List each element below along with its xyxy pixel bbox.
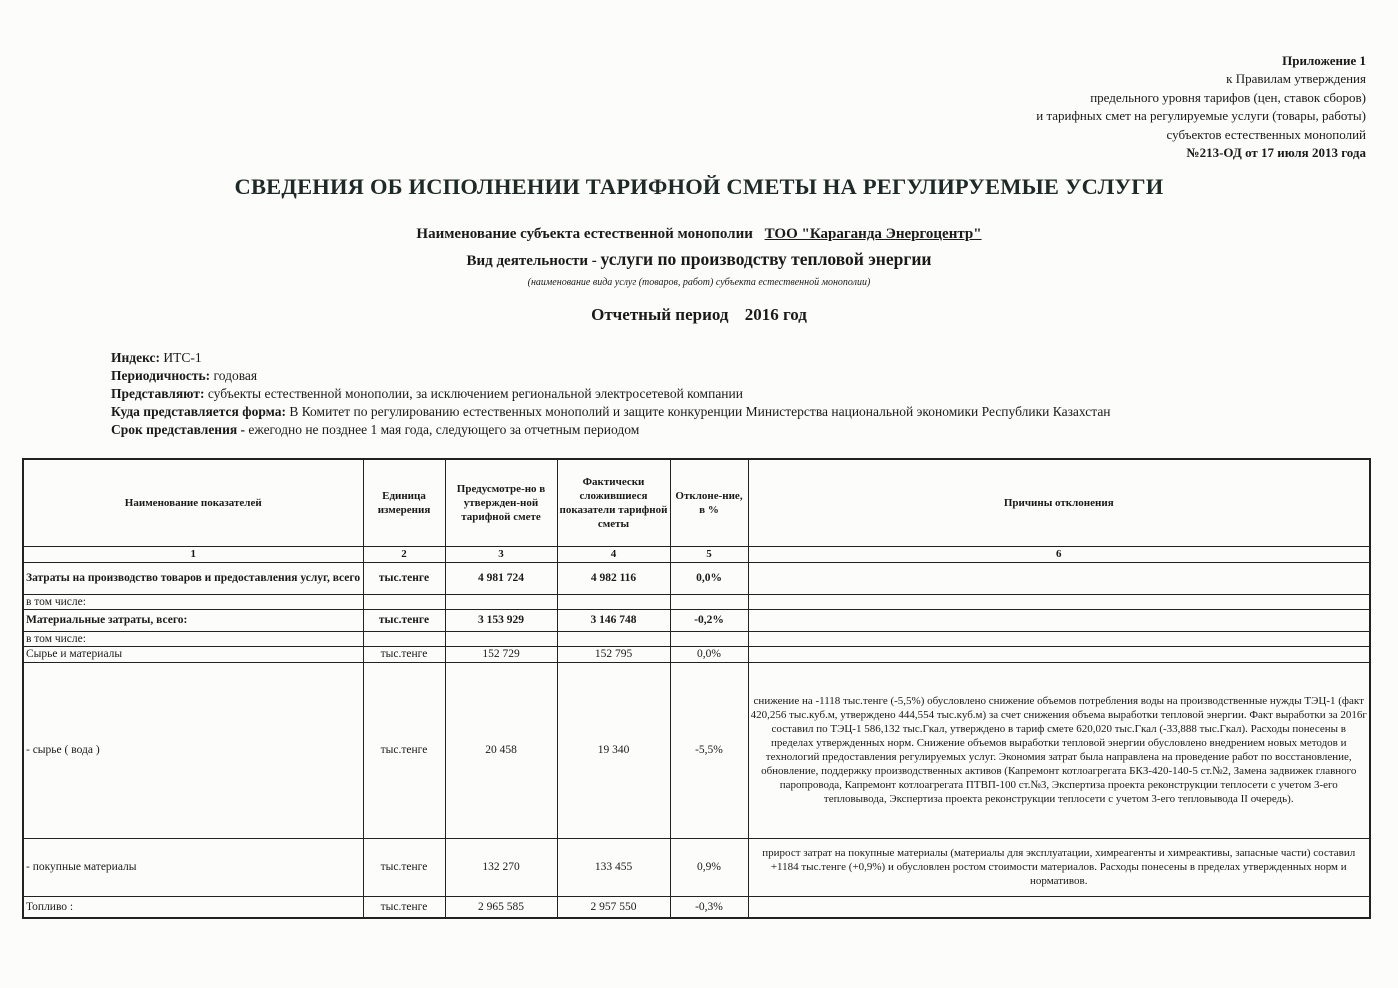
meta-key: Индекс: <box>111 350 161 365</box>
activity-value: услуги по производству тепловой энергии <box>600 249 932 269</box>
header-cell: Наименование показателей <box>23 459 363 546</box>
appendix-block <box>1036 52 1366 162</box>
row-reason: прирост затрат на покупные материалы (материалы для эксплуатации, химреагенты и химреактивы, запасные части) составил +1184 тыс.тенге (+0,9%) и обусловлен ростом стоимости материалов. Расходы понесены в пределах утвержденных норм и нормативов. <box>748 838 1370 896</box>
row-reason <box>748 646 1370 662</box>
row-deviation: -0,2% <box>670 609 748 631</box>
meta-key: Представляют: <box>111 386 205 401</box>
row-name: - сырье ( вода ) <box>23 662 363 838</box>
row-deviation: -0,3% <box>670 896 748 918</box>
row-fact <box>557 631 670 646</box>
subject-line <box>0 226 1398 243</box>
column-number: 3 <box>445 546 557 562</box>
meta-index <box>111 349 1111 367</box>
column-number-row <box>23 546 1370 562</box>
column-number: 1 <box>23 546 363 562</box>
column-number: 5 <box>670 546 748 562</box>
row-fact: 152 795 <box>557 646 670 662</box>
table-row <box>23 646 1370 662</box>
row-unit: тыс.тенге <box>363 646 445 662</box>
row-fact: 19 340 <box>557 662 670 838</box>
appendix-line: и тарифных смет на регулируемые услуги (товары, работы) <box>1036 108 1366 124</box>
appendix-line: субъектов естественных монополий <box>1166 126 1366 142</box>
meta-periodicity <box>111 367 1111 385</box>
row-unit <box>363 594 445 609</box>
period-line <box>0 305 1398 325</box>
row-plan <box>445 594 557 609</box>
meta-submitters <box>111 385 1111 403</box>
header-cell: Фактически сложившиеся показатели тарифной сметы <box>557 459 670 546</box>
header-cell: Причины отклонения <box>748 459 1370 546</box>
activity-line <box>0 249 1398 270</box>
period-value: 2016 год <box>744 305 807 324</box>
row-name: в том числе: <box>23 631 363 646</box>
meta-value: В Комитет по регулированию естественных монополий и защите конкуренции Министерства национальной экономики Республики Казахстан <box>285 404 1111 419</box>
form-meta <box>111 349 1111 439</box>
meta-value: ежегодно не позднее 1 мая года, следующего за отчетным периодом <box>245 422 640 437</box>
row-unit: тыс.тенге <box>363 562 445 594</box>
activity-note: (наименование вида услуг (товаров, работ) субъекта естественной монополии) <box>527 277 871 288</box>
table-row <box>23 631 1370 646</box>
row-unit: тыс.тенге <box>363 662 445 838</box>
document-title: СВЕДЕНИЯ ОБ ИСПОЛНЕНИИ ТАРИФНОЙ СМЕТЫ НА РЕГУЛИРУЕМЫЕ УСЛУГИ <box>234 174 1164 199</box>
table-row <box>23 594 1370 609</box>
row-reason <box>748 594 1370 609</box>
row-reason <box>748 631 1370 646</box>
row-name: Сырье и материалы <box>23 646 363 662</box>
row-deviation: -5,5% <box>670 662 748 838</box>
meta-key: Срок представления - <box>111 422 246 437</box>
tariff-table <box>22 458 1371 919</box>
header-cell: Отклоне-ние, в % <box>670 459 748 546</box>
header-cell: Единица измерения <box>363 459 445 546</box>
table-row <box>23 609 1370 631</box>
row-reason <box>748 896 1370 918</box>
row-reason <box>748 562 1370 594</box>
meta-value: ИТС-1 <box>160 350 202 365</box>
row-unit: тыс.тенге <box>363 609 445 631</box>
column-number: 2 <box>363 546 445 562</box>
table-row <box>23 562 1370 594</box>
column-number: 4 <box>557 546 670 562</box>
subject-label: Наименование субъекта естественной монополии <box>416 226 753 242</box>
row-fact: 133 455 <box>557 838 670 896</box>
row-plan: 152 729 <box>445 646 557 662</box>
row-unit <box>363 631 445 646</box>
column-number: 6 <box>748 546 1370 562</box>
row-name: Затраты на производство товаров и предоставления услуг, всего <box>23 562 363 594</box>
row-fact: 2 957 550 <box>557 896 670 918</box>
row-name: в том числе: <box>23 594 363 609</box>
header-cell: Предусмотре-но в утвержден-ной тарифной смете <box>445 459 557 546</box>
row-name: Топливо : <box>23 896 363 918</box>
appendix-order: №213-ОД от 17 июля 2013 года <box>1186 145 1366 161</box>
meta-key: Периодичность: <box>111 368 211 383</box>
subject-value: ТОО "Караганда Энергоцентр" <box>764 226 982 242</box>
meta-deadline <box>111 421 1111 439</box>
row-unit: тыс.тенге <box>363 896 445 918</box>
appendix-title: Приложение 1 <box>1282 53 1366 68</box>
row-fact: 4 982 116 <box>557 562 670 594</box>
table-row <box>23 838 1370 896</box>
table-row <box>23 896 1370 918</box>
row-unit: тыс.тенге <box>363 838 445 896</box>
meta-value: годовая <box>210 368 258 383</box>
row-fact <box>557 594 670 609</box>
table-row <box>23 662 1370 838</box>
period-label: Отчетный период <box>591 305 729 324</box>
meta-value: субъекты естественной монополии, за исключением региональной электросетевой компании <box>204 386 743 401</box>
row-plan <box>445 631 557 646</box>
row-deviation <box>670 594 748 609</box>
row-name: Материальные затраты, всего: <box>23 609 363 631</box>
activity-label: Вид деятельности - <box>466 253 597 269</box>
row-deviation <box>670 631 748 646</box>
row-deviation: 0,0% <box>670 646 748 662</box>
row-plan: 132 270 <box>445 838 557 896</box>
row-deviation: 0,0% <box>670 562 748 594</box>
row-reason <box>748 609 1370 631</box>
row-plan: 3 153 929 <box>445 609 557 631</box>
row-plan: 20 458 <box>445 662 557 838</box>
appendix-line: предельного уровня тарифов (цен, ставок сборов) <box>1090 89 1366 105</box>
row-fact: 3 146 748 <box>557 609 670 631</box>
meta-key: Куда представляется форма: <box>111 404 286 419</box>
row-name: - покупные материалы <box>23 838 363 896</box>
table-header-row <box>23 459 1370 546</box>
meta-recipient <box>111 403 1111 421</box>
appendix-line: к Правилам утверждения <box>1226 71 1366 87</box>
row-reason: снижение на -1118 тыс.тенге (-5,5%) обусловлено снижение объемов потребления воды на производственные нужды ТЭЦ-1 (факт 420,256 тыс.куб.м, утверждено 444,554 тыс.куб.м) за счет снижения объема выработки тепловой энергии. Факт выработки за 2016г составил по ТЭЦ-1 586,132 тыс.Гкал, утверждено в тариф смете 620,020 тыс.Гкал (-33,888 тыс.Гкал). Расходы понесены в пределах утвержденных норм. Снижение объемов выработки тепловой энергии обусловлено внедрением новых методов и технологий предоставления регулируемых услуг. Экономия затрат была направлена на проведение работ по восстановление, обновление, поддержку производственных активов (Капремонт котлоагрегата БКЗ-420-140-5 ст.№2, Замена задвижек главного паропровода, Капремонт котлоагрегата ПТВП-100 ст.№3, Экспертиза проекта реконструкции теплосети с учетом 3-его тепловывода, Экспертиза проекта реконструкции теплосети с учетом 3-его тепловывода II очередь). <box>748 662 1370 838</box>
row-deviation: 0,9% <box>670 838 748 896</box>
row-plan: 4 981 724 <box>445 562 557 594</box>
row-plan: 2 965 585 <box>445 896 557 918</box>
